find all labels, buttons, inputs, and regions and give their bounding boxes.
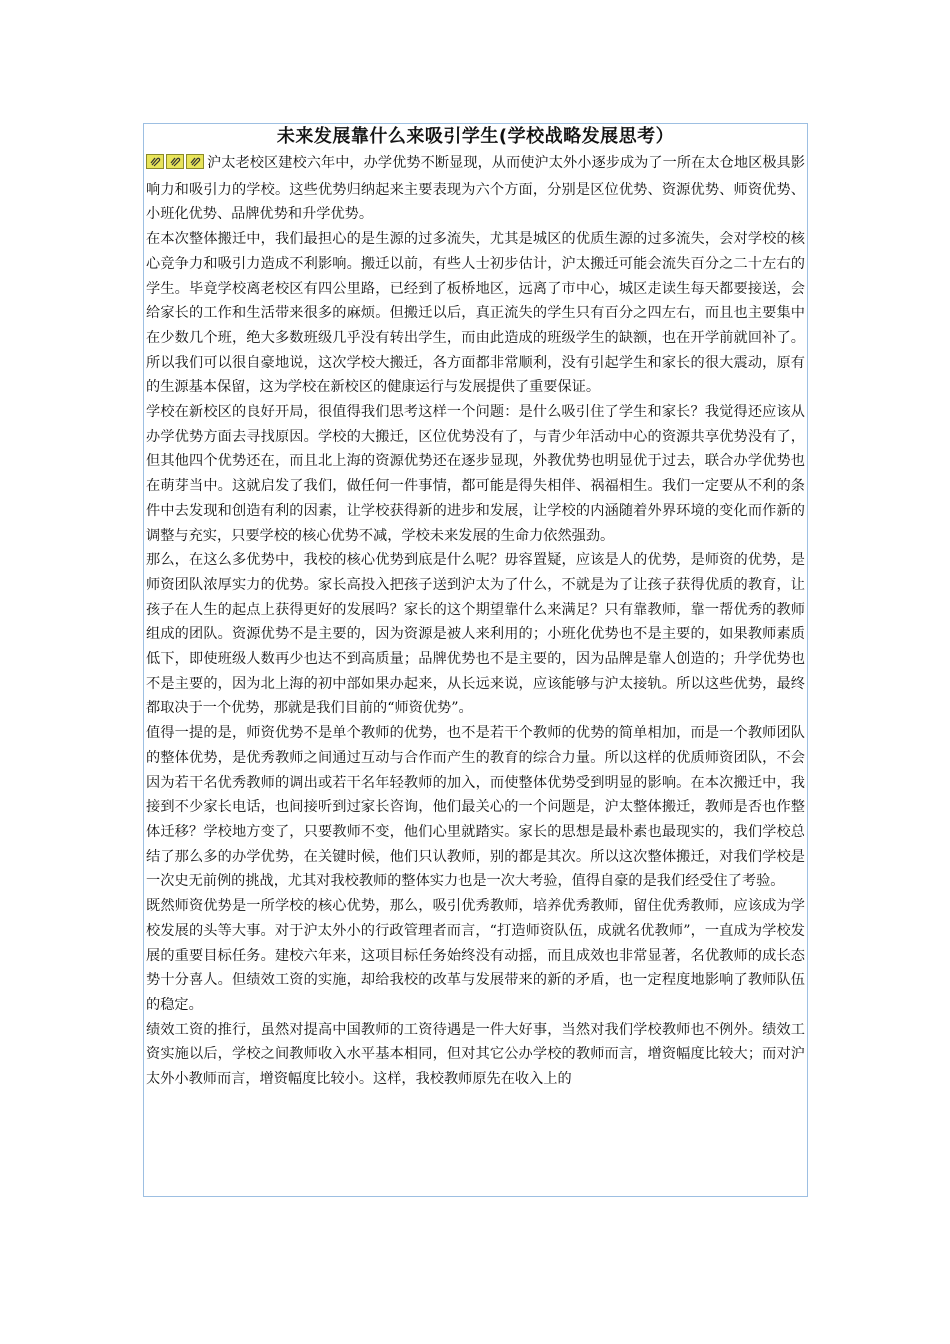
paragraph-1-text: 沪太老校区建校六年中，办学优势不断显现，从而使沪太外小逐步成为了一所在太仓地区极具影响力和吸引力的学校。这些优势归纳起来主要表现为六个方面，分别是区位优势、资源优势、师资优势、小班化优势、品牌优势和升学优势。	[146, 155, 805, 223]
paragraph-4: 那么，在这么多优势中，我校的核心优势到底是什么呢？毋容置疑，应该是人的优势，是师资的优势，是师资团队浓厚实力的优势。家长高投入把孩子送到沪太为了什么，不就是为了让孩子获得优质的教育，让孩子在人生的起点上获得更好的发展吗？家长的这个期望靠什么来满足？只有靠教师，靠一帮优秀的教师组成的团队。资源优势不是主要的，因为资源是被人来利用的；小班化优势也不是主要的，如果教师素质低下，即使班级人数再少也达不到高质量；品牌优势也不是主要的，因为品牌是靠人创造的；升学优势也不是主要的，因为北上海的初中部如果办起来，从长远来说，应该能够与沪太接轨。所以这些优势，最终都取决于一个优势，那就是我们目前的“师资优势”。	[146, 552, 805, 717]
document-title: 未来发展靠什么来吸引学生(学校战略发展思考）	[276, 126, 675, 147]
clip-icon[interactable]	[166, 154, 184, 169]
paragraph-6: 既然师资优势是一所学校的核心优势，那么，吸引优秀教师，培养优秀教师，留住优秀教师，应该成为学校发展的头等大事。对于沪太外小的行政管理者而言，“打造师资队伍，成就名优教师”，一直成为学校发展的重要目标任务。建校六年来，这项目标任务始终没有动摇，而且成效也非常显著，名优教师的成长态势十分喜人。但绩效工资的实施，却给我校的改革与发展带来的新的矛盾，也一定程度地影响了教师队伍的稳定。	[146, 898, 805, 1013]
paragraph-2: 在本次整体搬迁中，我们最担心的是生源的过多流失，尤其是城区的优质生源的过多流失，会对学校的核心竞争力和吸引力造成不利影响。搬迁以前，有些人士初步估计，沪太搬迁可能会流失百分之二十左右的学生。毕竟学校离老校区有四公里路，已经到了板桥地区，远离了市中心，城区走读生每天都要接送，会给家长的工作和生活带来很多的麻烦。但搬迁以后，真正流失的学生只有百分之四左右，而且也主要集中在少数几个班，绝大多数班级几乎没有转出学生，而由此造成的班级学生的缺额，也在开学前就回补了。所以我们可以很自豪地说，这次学校大搬迁，各方面都非常顺利，没有引起学生和家长的很大震动，原有的生源基本保留，这为学校在新校区的健康运行与发展提供了重要保证。	[146, 231, 805, 396]
clip-icon[interactable]	[146, 154, 164, 169]
paragraph-3: 学校在新校区的良好开局，很值得我们思考这样一个问题：是什么吸引住了学生和家长？我觉得还应该从办学优势方面去寻找原因。学校的大搬迁，区位优势没有了，与青少年活动中心的资源共享优势没有了，但其他四个优势还在，而且北上海的资源优势还在逐步显现，外教优势也明显优于过去，联合办学优势也在萌芽当中。这就启发了我们，做任何一件事情，都可能是得失相伴、祸福相生。我们一定要从不利的条件中去发现和创造有利的因素，让学校获得新的进步和发展，让学校的内涵随着外界环境的变化而作新的调整与充实，只要学校的核心优势不减，学校未来发展的生命力依然强劲。	[146, 404, 805, 544]
document-frame	[143, 123, 808, 1197]
paragraph-1	[144, 151, 807, 227]
paragraph-5: 值得一提的是，师资优势不是单个教师的优势，也不是若干个教师的优势的简单相加，而是一个教师团队的整体优势，是优秀教师之间通过互动与合作而产生的教育的综合力量。所以这样的优质师资团队，不会因为若干名优秀教师的调出或若干名年轻教师的加入，而使整体优势受到明显的影响。在本次搬迁中，我接到不少家长电话，也间接听到过家长咨询，他们最关心的一个问题是，沪太整体搬迁，教师是否也作整体迁移？学校地方变了，只要教师不变，他们心里就踏实。家长的思想是最朴素也最现实的，我们学校总结了那么多的办学优势，在关键时候，他们只认教师，别的都是其次。所以这次整体搬迁，对我们学校是一次史无前例的挑战，尤其对我校教师的整体实力也是一次大考验，值得自豪的是我们经受住了考验。	[146, 725, 805, 890]
clip-icon[interactable]	[186, 154, 204, 169]
paragraph-7: 绩效工资的推行，虽然对提高中国教师的工资待遇是一件大好事，当然对我们学校教师也不例外。绩效工资实施以后，学校之间教师收入水平基本相同，但对其它公办学校的教师而言，增资幅度比较大；而对沪太外小教师而言，增资幅度比较小。这样，我校教师原先在收入上的	[146, 1021, 805, 1088]
attachment-icons	[146, 153, 206, 178]
